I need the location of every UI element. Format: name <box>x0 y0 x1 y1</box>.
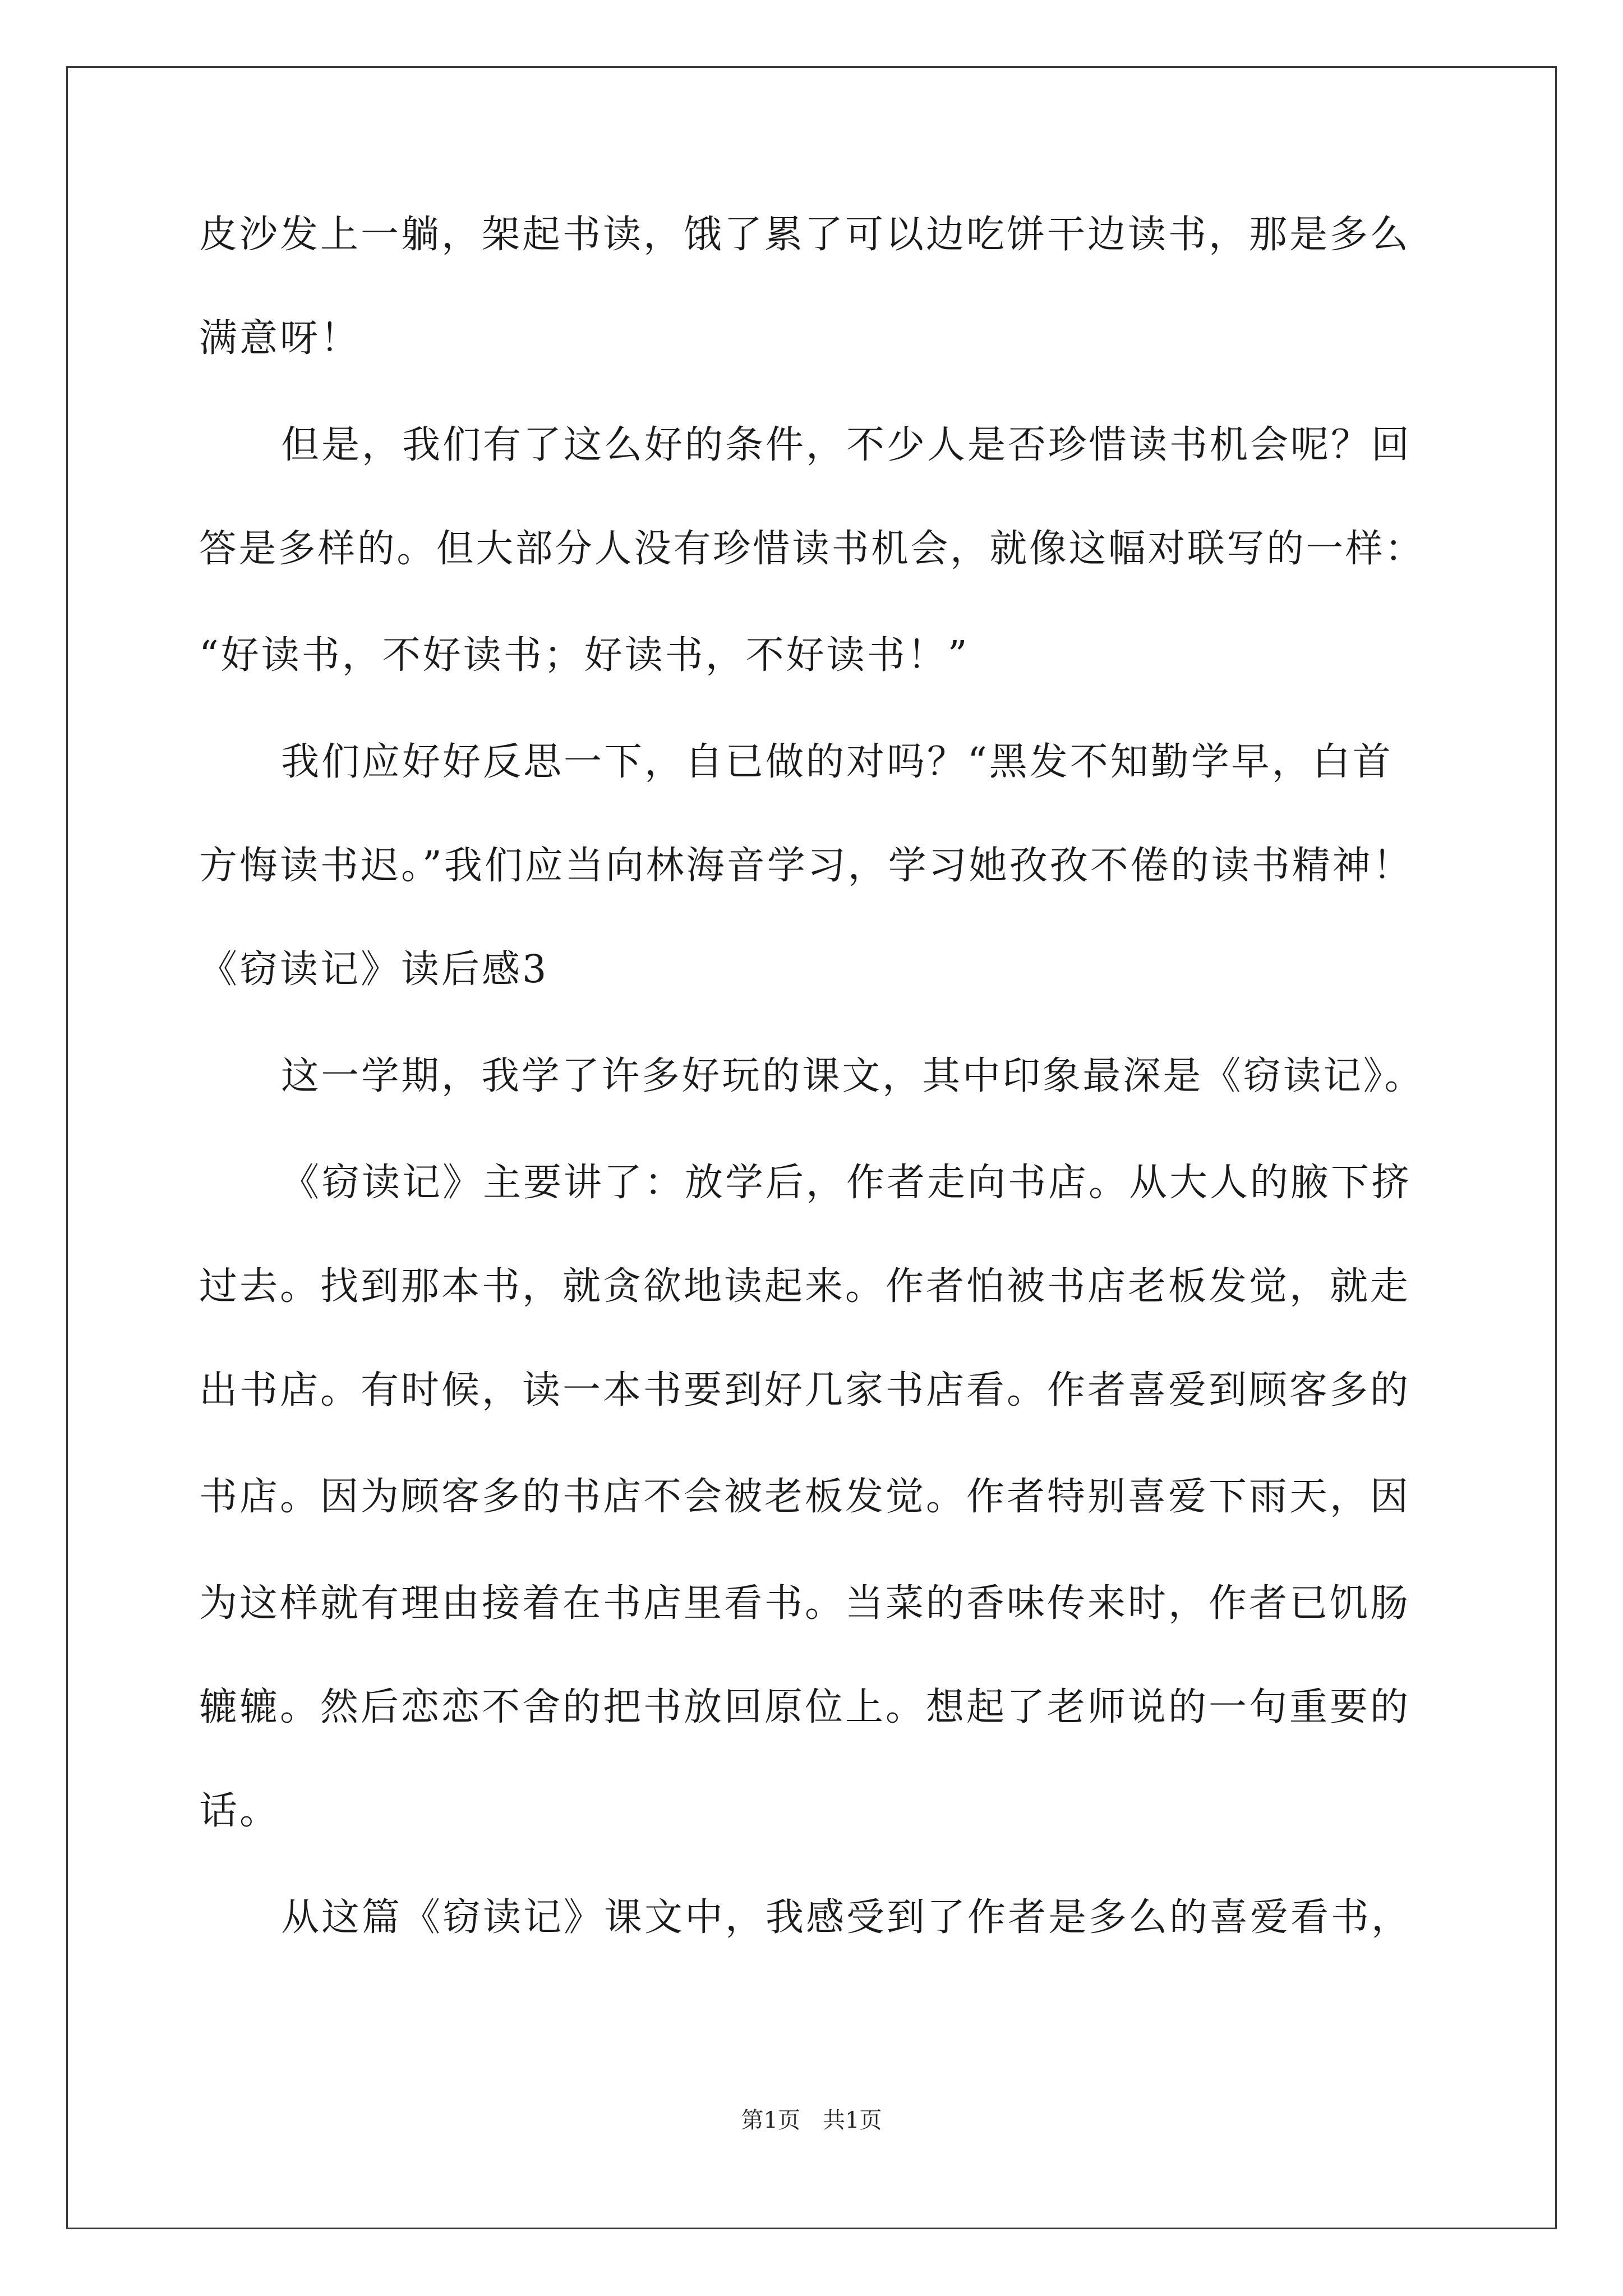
text-line: 这一学期，我学了许多好玩的课文，其中印象最深是《窃读记》。 <box>281 1054 1425 1098</box>
text-line: “好读书，不好读书；好读书，不好读书！” <box>199 633 970 678</box>
section-heading: 《窃读记》读后感3 <box>199 947 549 992</box>
text-line: 辘辘。然后恋恋不舍的把书放回原位上。想起了老师说的一句重要的 <box>199 1685 1411 1729</box>
text-line: 书店。因为顾客多的书店不会被老板发觉。作者特别喜爱下雨天，因 <box>199 1475 1411 1519</box>
text-line: 答是多样的。但大部分人没有珍惜读书机会，就像这幅对联写的一样： <box>199 527 1424 571</box>
text-line: 过去。找到那本书，就贪欲地读起来。作者怕被书店老板发觉，就走 <box>199 1264 1411 1309</box>
text-line: 话。 <box>199 1789 280 1833</box>
text-line: 为这样就有理由接着在书店里看书。当菜的香味传来时，作者已饥肠 <box>199 1581 1411 1626</box>
text-line: 方悔读书迟。”我们应当向林海音学习，学习她孜孜不倦的读书精神！ <box>199 844 1413 888</box>
text-line: 皮沙发上一躺，架起书读，饿了累了可以边吃饼干边读书，那是多么 <box>199 213 1411 257</box>
text-line: 出书店。有时候，读一本书要到好几家书店看。作者喜爱到顾客多的 <box>199 1368 1411 1412</box>
text-line: 我们应好好反思一下，自已做的对吗？“黑发不知勤学早，白首 <box>281 740 1393 784</box>
text-line: 满意呀！ <box>199 316 361 361</box>
text-line: 从这篇《窃读记》课文中，我感受到了作者是多么的喜爱看书， <box>281 1895 1412 1940</box>
page-number: 第1页 共1页 <box>741 2108 882 2133</box>
text-line: 但是，我们有了这么好的条件，不少人是否珍惜读书机会呢？回 <box>281 423 1412 467</box>
text-line: 《窃读记》主要讲了：放学后，作者走向书店。从大人的腋下挤 <box>281 1161 1412 1205</box>
